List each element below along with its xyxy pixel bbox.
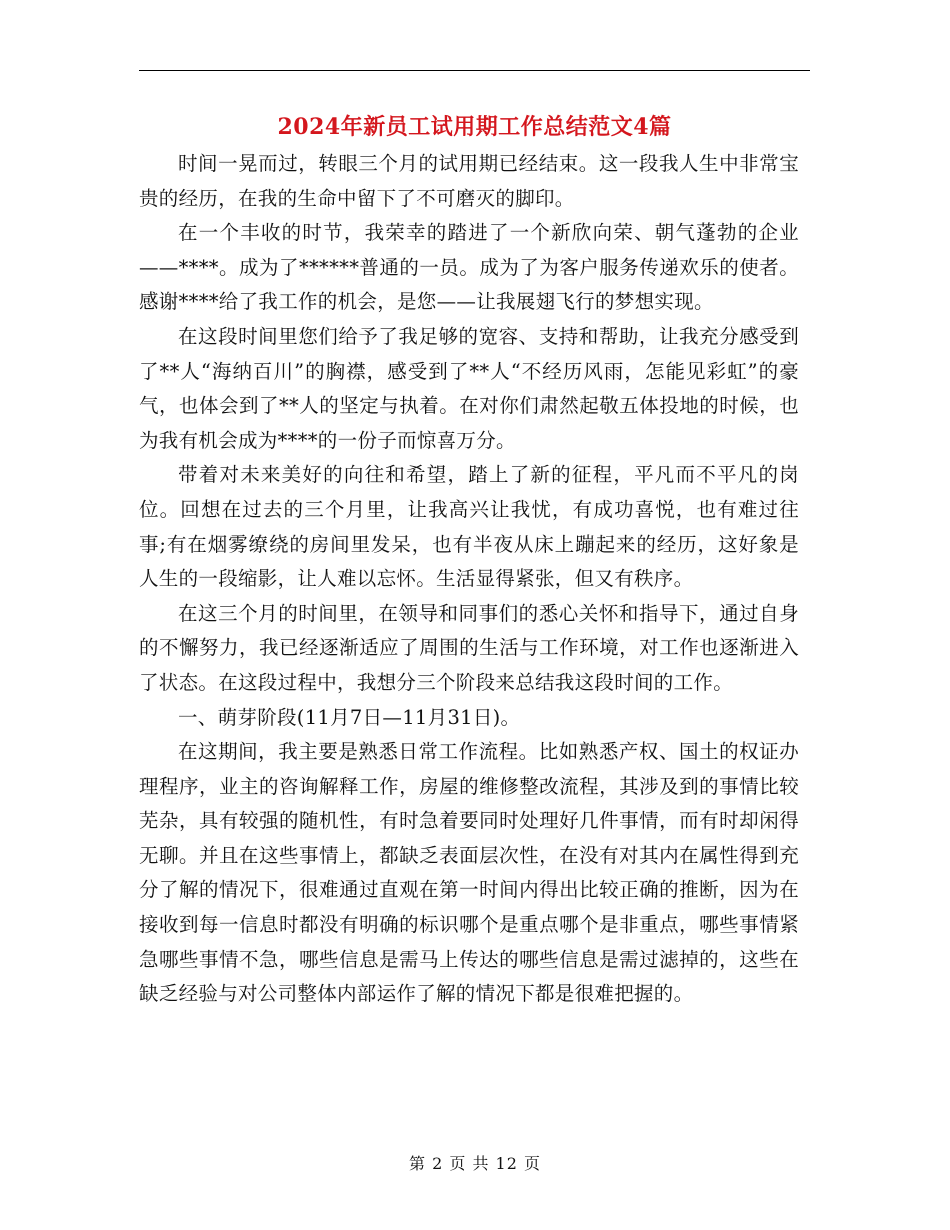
header-rule: [139, 70, 810, 71]
document-title: 2024年新员工试用期工作总结范文4篇: [277, 114, 672, 140]
paragraph-1: 时间一晃而过，转眼三个月的试用期已经结束。这一段我人生中非常宝贵的经历，在我的生命中留下了不可磨灭的脚印。: [139, 152, 799, 210]
section-heading-1: 一、萌芽阶段(11月7日—11月31日)。: [178, 705, 521, 729]
paragraph-4: 带着对未来美好的向往和希望，踏上了新的征程，平凡而不平凡的岗位。回想在过去的三个月里，让我高兴让我忧，有成功喜悦，也有难过往事;有在烟雾缭绕的房间里发呆，也有半夜从床上蹦起来的经历，这好象是人生的一段缩影，让人难以忘怀。生活显得紧张，但又有秩序。: [139, 463, 799, 591]
page-number-footer: 第 2 页 共 12 页: [409, 1154, 541, 1173]
paragraph-5: 在这三个月的时间里，在领导和同事们的悉心关怀和指导下，通过自身的不懈努力，我已经逐渐适应了周围的生活与工作环境，对工作也逐渐进入了状态。在这段过程中，我想分三个阶段来总结我这段时间的工作。: [139, 601, 799, 694]
document-body: [139, 147, 799, 1012]
paragraph-6: 在这期间，我主要是熟悉日常工作流程。比如熟悉产权、国土的权证办理程序，业主的咨询解释工作，房屋的维修整改流程，其涉及到的事情比较芜杂，具有较强的随机性，有时急着要同时处理好几件事情，而有时却闲得无聊。并且在这些事情上，都缺乏表面层次性，在没有对其内在属性得到充分了解的情况下，很难通过直观在第一时间内得出比较正确的推断，因为在接收到每一信息时都没有明确的标识哪个是重点哪个是非重点，哪些事情紧急哪些事情不急，哪些信息是需马上传达的哪些信息是需过滤掉的，这些在缺乏经验与对公司整体内部运作了解的情况下都是很难把握的。: [139, 740, 799, 1006]
paragraph-3: 在这段时间里您们给予了我足够的宽容、支持和帮助，让我充分感受到了**人“海纳百川”的胸襟，感受到了**人“不经历风雨，怎能见彩虹”的豪气，也体会到了**人的坚定与执着。在对你们肃然起敬五体投地的时候，也为我有机会成为****的一份子而惊喜万分。: [139, 324, 799, 452]
paragraph-2: 在一个丰收的时节，我荣幸的踏进了一个新欣向荣、朝气蓬勃的企业——****。成为了******普通的一员。成为了为客户服务传递欢乐的使者。感谢****给了我工作的机会，是您——让我展翅飞行的梦想实现。: [139, 221, 799, 314]
